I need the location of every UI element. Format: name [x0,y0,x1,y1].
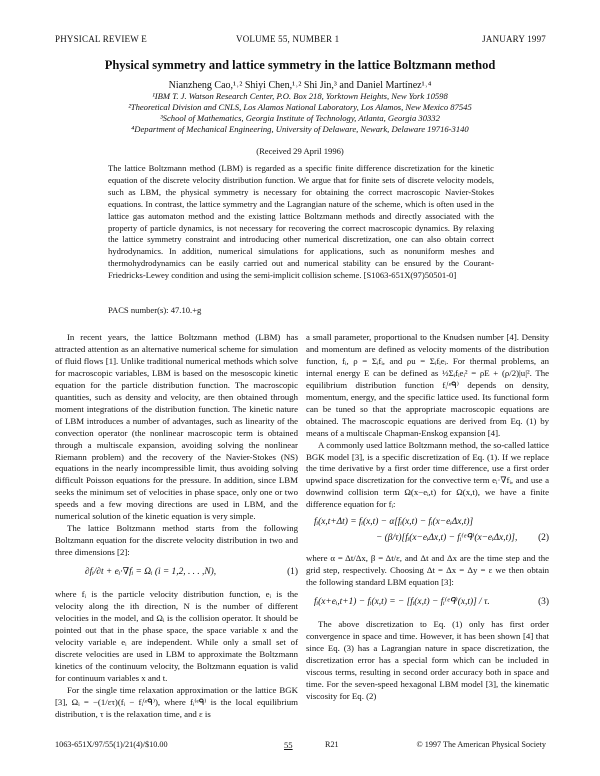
equation-body: ∂fᵢ/∂t + eᵢ·∇fᵢ = Ωᵢ (i = 1,2, . . . ,N), [85,567,217,578]
paragraph: For the single time relaxation approximation or the lattice BGK [3], Ωᵢ = −(1/ετ)(fᵢ − fᵢ⁽ᵉᑫ⁾), where fᵢ⁽ᵉᑫ⁾ is the local equilibrium distribution, τ is the relaxation time, and ε is [55,684,298,719]
affiliation-2: ²Theoretical Division and CNLS, Los Alamos National Laboratory, Los Alamos, New Mexico 87545 [128,102,472,112]
issue-date: JANUARY 1997 [482,34,546,44]
received-date: (Received 29 April 1996) [256,146,344,156]
paper-title: Physical symmetry and lattice symmetry in the lattice Boltzmann method [104,58,496,72]
equation-body-continued: − (β/τ)[fᵢ(x−eᵢΔx,t) − fᵢ⁽ᵉᑫ⁾(x−eᵢΔx,t)], [376,533,518,544]
equation-2 [306,511,549,553]
paragraph: The above discretization to Eq. (1) only has first order convergence in space and time. However, it has been shown [4] that since Eq. (3) has a Lagrangian nature in space discretization, the discretization error has a special form which can be included in viscous terms, resulting in second order accuracy both in space and time. For the seven-speed hexagonal LBM model [3], the kinematic viscosity for Eq. (2) [306,619,549,701]
pacs-numbers: PACS number(s): 47.10.+g [108,305,202,315]
paragraph: where α = Δt/Δx, β = Δt/ε, and Δt and Δx are the time step and the grid step, respectively. Choosing Δt = Δx = Δy = ε we then obtain the following standard LBM equation [3]: [306,553,549,588]
affiliation-4: ⁴Department of Mechanical Engineering, University of Delaware, Newark, Delaware 19716-3140 [131,124,469,134]
affiliation-3: ³School of Mathematics, Georgia Institute of Technology, Atlanta, Georgia 30332 [160,113,440,123]
copyright: © 1997 The American Physical Society [416,740,546,749]
article-number: R21 [325,740,339,749]
journal-name: PHYSICAL REVIEW E [55,34,147,44]
paragraph: A commonly used lattice Boltzmann method, the so-called lattice BGK model [3], is a specific discretization of Eq. (1). If we replace the time derivative by a first order time difference, use a first order upwind space discretization for the convective term eᵢ·∇fᵢ, and use a downwind collision term Ω(x−eᵢ,t) for Ω(x,t), we have a finite difference equation for fᵢ: [306,439,549,510]
footer-code: 1063-651X/97/55(1)/21(4)/$10.00 [55,740,168,749]
equation-number: (2) [538,533,549,544]
page-number: 55 [284,740,293,750]
volume-number: VOLUME 55, NUMBER 1 [236,34,340,44]
author-list: Nianzheng Cao,¹˒² Shiyi Chen,¹˒² Shi Jin,³ and Daniel Martínez¹˒⁴ [168,80,432,91]
paragraph: In recent years, the lattice Boltzmann method (LBM) has attracted attention as an alternative numerical scheme for simulation of fluid flows [1]. Unlike traditional numerical methods which solve for macroscopic variables, LBM is based on the mesoscopic kinetic equation for the particle distribution function. The macroscopic quantities, such as density and velocity, are then obtained through moment integrations of the distribution function. The kinetic nature of LBM introduces a number of advantages, such as linearity of the convection operator (the nonlinear macroscopic term is obtained through a multiscale expansion, avoiding solving the nonlinear Riemann problem) and the recovery of the Navier-Stokes (NS) equations in the nearly incompressible limit, thus avoiding solving difficult Poisson equations for the pressure. In addition, since LBM seeks the minimum set of velocities in phase space, only one or two speeds and a few moving directions are used in LBM, and the numerical solution of the kinetic equation is very simple. [55,332,298,522]
paragraph: where fᵢ is the particle velocity distribution function, eᵢ is the velocity along the ith direction, N is the number of different velocities in the model, and Ωᵢ is the collision operator. It should be pointed out that in the phase space, the space variable x and the velocity variable eᵢ are independent. While only a small set of discrete velocities are used in LBM to approximate the Boltzmann kinetics of the continuum velocity, the Boltzmann equation is valid for continuum variables x and t. [55,589,298,683]
equation-3 [306,589,549,619]
affiliation-1: ¹IBM T. J. Watson Research Center, P.O. Box 218, Yorktown Heights, New York 10598 [152,91,448,101]
equation-1 [55,559,298,589]
paragraph: a small parameter, proportional to the Knudsen number [4]. Density and momentum are defined as velocity moments of the distribution function, fᵢ, ρ = Σᵢfᵢ, and ρu = Σᵢfᵢeᵢ. For thermal problems, an internal energy E can be defined as ½Σᵢfᵢeᵢ² = ρE + (ρ/2)|u|². The equilibrium distribution function fᵢ⁽ᵉᑫ⁾ depends on density, momentum, energy, and the specific lattice used. Its functional form can be tuned so that the appropriate macroscopic equations are obtained. The macroscopic equations are derived from Eq. (1) by means of a multiscale Chapman-Enskog expansion [4]. [306,332,549,438]
equation-body: fᵢ(x+eᵢ,t+1) − fᵢ(x,t) = − [fᵢ(x,t) − fᵢ⁽ᵉᑫ⁾(x,t)] / τ. [314,597,490,608]
equation-number: (1) [287,567,298,578]
abstract: The lattice Boltzmann method (LBM) is regarded as a specific finite difference discretization for the kinetic equation of the discrete velocity distribution function. We argue that for finite sets of discrete velocity models, such as LBM, the physical symmetry is necessary for obtaining the correct macroscopic Navier-Stokes equations. In contrast, the lattice symmetry and the Lagrangian nature of the scheme, which is often used in the lattice gas automaton method and the existing lattice Boltzmann methods and directly associated with the property of particle dynamics, is not necessary for recovering the correct macroscopic dynamics. By relaxing the lattice symmetry constraint and introducing other numerical discretization, one can also obtain correct hydrodynamics. In addition, numerical simulations for applications, such as nonuniform meshes and thermohydrodynamics can be easily carried out and numerical stability can be ensured by the Courant-Friedricks-Lewey condition and using the semi-implicit collision scheme. [S1063-651X(97)50501-0] [108,163,494,281]
right-column [306,332,549,703]
equation-body: fᵢ(x,t+Δt) = fᵢ(x,t) − α[fᵢ(x,t) − fᵢ(x−eᵢΔx,t)] [314,517,474,528]
paragraph: The lattice Boltzmann method starts from the following Boltzmann equation for the discrete velocity distribution in two and three dimensions [2]: [55,523,298,558]
equation-number: (3) [538,597,549,608]
left-column [55,332,298,721]
